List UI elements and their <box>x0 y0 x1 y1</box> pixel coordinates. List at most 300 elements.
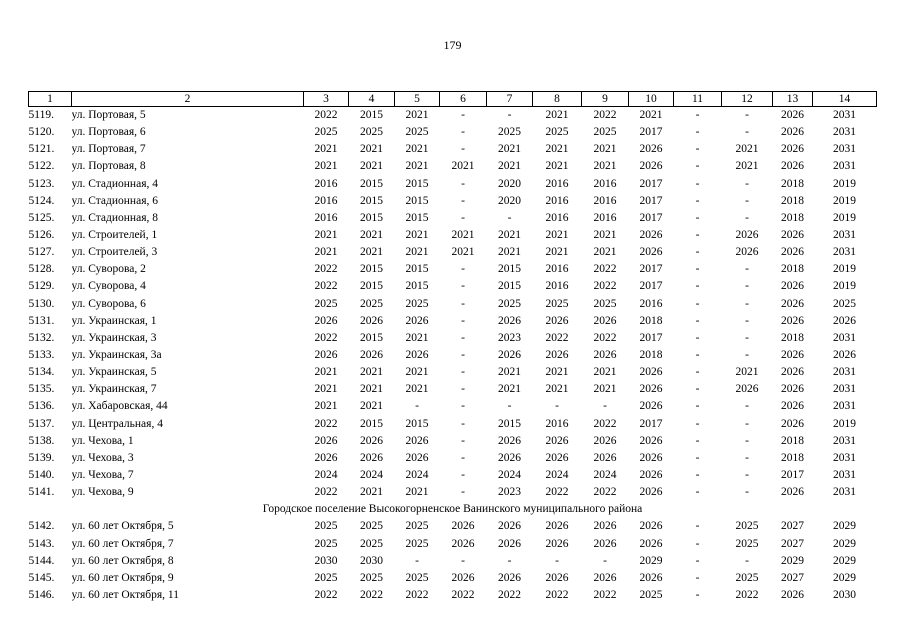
year-cell: 2018 <box>781 263 804 276</box>
year-cell: - <box>745 554 749 567</box>
year-cell: 2026 <box>451 520 475 533</box>
street-address: ул. Суворова, 6 <box>71 297 146 310</box>
table-row <box>29 313 877 330</box>
year-cell: 2022 <box>593 109 617 122</box>
year-cell: - <box>745 314 749 327</box>
year-cell: 2031 <box>833 229 856 242</box>
year-cell: 2015 <box>405 280 429 293</box>
page-number: 179 <box>443 38 462 52</box>
year-cell: 2021 <box>360 143 383 156</box>
year-cell: 2026 <box>833 314 856 327</box>
street-address: ул. Украинская, 3 <box>71 331 157 344</box>
year-cell: 2021 <box>593 366 617 379</box>
year-cell: 2026 <box>545 349 569 362</box>
year-cell: 2018 <box>781 194 804 207</box>
column-header: 3 <box>304 92 349 107</box>
year-cell: 2019 <box>833 177 856 190</box>
table-body <box>29 92 877 605</box>
year-cell: 2015 <box>405 417 429 430</box>
year-cell: 2025 <box>405 520 429 533</box>
year-cell: 2018 <box>639 314 663 327</box>
year-cell: - <box>695 537 700 550</box>
year-cell: 2031 <box>833 331 856 344</box>
year-cell: - <box>507 400 512 413</box>
year-cell: 2022 <box>545 486 569 499</box>
table-row <box>29 518 877 535</box>
year-cell: 2027 <box>781 571 804 584</box>
section-title: Городское поселение Высокогорненское Ванинского муниципального района <box>262 503 643 516</box>
year-cell: 2016 <box>545 211 569 224</box>
year-cell: 2021 <box>451 246 475 259</box>
year-cell: 2026 <box>639 366 663 379</box>
street-address: ул. Строителей, 3 <box>71 246 158 259</box>
year-cell: 2026 <box>498 434 521 447</box>
year-cell: - <box>745 177 749 190</box>
year-cell: 2029 <box>833 571 856 584</box>
column-header: 11 <box>674 92 722 107</box>
street-address: ул. Чехова, 1 <box>71 434 134 447</box>
year-cell: - <box>745 211 749 224</box>
year-cell: 2017 <box>639 177 663 190</box>
year-cell: - <box>695 177 700 190</box>
table-row <box>29 398 877 415</box>
year-cell: 2026 <box>735 383 759 396</box>
street-address: ул. Чехова, 7 <box>71 469 134 482</box>
row-number: 5130. <box>28 297 55 310</box>
year-cell: 2026 <box>639 246 663 259</box>
table-row <box>29 416 877 433</box>
table-row <box>29 141 877 158</box>
year-cell: 2021 <box>360 383 383 396</box>
year-cell: 2026 <box>593 451 617 464</box>
year-cell: - <box>461 297 465 310</box>
year-cell: 2029 <box>833 520 856 533</box>
year-cell: 2025 <box>833 297 856 310</box>
year-cell: 2026 <box>498 571 521 584</box>
year-cell: 2021 <box>314 400 338 413</box>
year-cell: 2024 <box>498 469 521 482</box>
street-address: ул. Портовая, 5 <box>71 109 146 122</box>
street-address: ул. Чехова, 3 <box>71 451 134 464</box>
year-cell: 2022 <box>593 417 617 430</box>
table-row <box>29 553 877 570</box>
row-number: 5127. <box>28 246 55 259</box>
year-cell: 2026 <box>451 537 475 550</box>
year-cell: 2026 <box>781 366 804 379</box>
year-cell: - <box>695 417 700 430</box>
row-number: 5125. <box>28 211 55 224</box>
year-cell: 2026 <box>781 383 804 396</box>
year-cell: 2021 <box>405 229 429 242</box>
section-row <box>29 501 877 518</box>
year-cell: 2026 <box>781 314 804 327</box>
year-cell: 2015 <box>405 211 429 224</box>
year-cell: 2021 <box>545 229 569 242</box>
year-cell: - <box>695 314 700 327</box>
row-number: 5124. <box>28 194 55 207</box>
year-cell: - <box>695 400 700 413</box>
year-cell: 2026 <box>781 280 804 293</box>
year-cell: - <box>695 126 700 139</box>
street-address: ул. 60 лет Октября, 9 <box>71 571 174 584</box>
year-cell: 2021 <box>545 366 569 379</box>
year-cell: 2021 <box>360 246 383 259</box>
year-cell: - <box>745 417 749 430</box>
row-number: 5140. <box>28 469 55 482</box>
year-cell: 2026 <box>545 451 569 464</box>
year-cell: - <box>695 366 700 379</box>
year-cell: 2031 <box>833 469 856 482</box>
year-cell: - <box>745 331 749 344</box>
year-cell: 2022 <box>593 280 617 293</box>
year-cell: 2026 <box>639 400 663 413</box>
year-cell: - <box>461 400 465 413</box>
column-header: 5 <box>395 92 440 107</box>
year-cell: - <box>695 469 700 482</box>
year-cell: - <box>507 554 512 567</box>
year-cell: 2016 <box>593 177 617 190</box>
year-cell: 2025 <box>314 126 338 139</box>
year-cell: 2017 <box>639 331 663 344</box>
year-cell: 2030 <box>833 589 856 601</box>
year-cell: - <box>745 400 749 413</box>
table-row <box>29 467 877 484</box>
year-cell: - <box>695 589 700 601</box>
year-cell: - <box>461 280 465 293</box>
year-cell: 2022 <box>405 589 429 601</box>
year-cell: 2021 <box>314 246 338 259</box>
year-cell: 2020 <box>498 194 521 207</box>
year-cell: - <box>745 280 749 293</box>
table-row <box>29 210 877 227</box>
year-cell: 2017 <box>639 263 663 276</box>
year-cell: 2026 <box>781 109 804 122</box>
year-cell: 2026 <box>545 571 569 584</box>
year-cell: 2026 <box>781 229 804 242</box>
year-cell: 2015 <box>360 177 383 190</box>
year-cell: - <box>461 469 465 482</box>
table-row <box>29 433 877 450</box>
year-cell: - <box>461 486 465 499</box>
year-cell: 2021 <box>314 160 338 173</box>
year-cell: - <box>695 246 700 259</box>
year-cell: 2016 <box>314 211 338 224</box>
year-cell: 2021 <box>405 246 429 259</box>
street-address: ул. Стадионная, 8 <box>71 211 158 224</box>
year-cell: 2022 <box>498 589 521 601</box>
year-cell: - <box>461 366 465 379</box>
street-address: ул. Хабаровская, 44 <box>71 400 168 413</box>
row-number: 5139. <box>28 451 55 464</box>
table-row <box>29 244 877 261</box>
year-cell: 2017 <box>639 417 663 430</box>
year-cell: 2026 <box>498 537 521 550</box>
year-cell: 2015 <box>405 263 429 276</box>
year-cell: 2021 <box>735 160 759 173</box>
year-cell: 2021 <box>498 366 521 379</box>
year-cell: - <box>695 520 700 533</box>
street-address: ул. Украинская, 5 <box>71 366 157 379</box>
year-cell: 2026 <box>545 314 569 327</box>
year-cell: 2018 <box>781 177 804 190</box>
row-number: 5144. <box>28 554 55 567</box>
year-cell: 2026 <box>360 451 383 464</box>
row-number: 5131. <box>28 314 55 327</box>
year-cell: 2026 <box>405 451 429 464</box>
year-cell: - <box>695 434 700 447</box>
year-cell: 2017 <box>639 194 663 207</box>
row-number: 5126. <box>28 229 55 242</box>
street-address: ул. Суворова, 2 <box>71 263 146 276</box>
year-cell: 2015 <box>360 109 383 122</box>
year-cell: 2029 <box>833 554 856 567</box>
year-cell: 2022 <box>545 331 569 344</box>
year-cell: - <box>695 263 700 276</box>
year-cell: 2026 <box>781 589 804 601</box>
year-cell: - <box>461 417 465 430</box>
year-cell: 2016 <box>593 194 617 207</box>
year-cell: - <box>695 331 700 344</box>
year-cell: 2022 <box>735 589 759 601</box>
year-cell: 2026 <box>405 349 429 362</box>
year-cell: 2026 <box>451 571 475 584</box>
street-address: ул. Суворова, 4 <box>71 280 146 293</box>
year-cell: 2024 <box>593 469 617 482</box>
year-cell: - <box>695 486 700 499</box>
year-cell: 2025 <box>498 297 521 310</box>
year-cell: - <box>745 451 749 464</box>
year-cell: 2016 <box>545 263 569 276</box>
year-cell: - <box>745 349 749 362</box>
row-number: 5134. <box>28 366 55 379</box>
table-row <box>29 296 877 313</box>
year-cell: 2021 <box>405 331 429 344</box>
year-cell: 2021 <box>545 143 569 156</box>
year-cell: 2016 <box>545 280 569 293</box>
year-cell: - <box>745 297 749 310</box>
year-cell: 2026 <box>833 349 856 362</box>
year-cell: 2019 <box>833 280 856 293</box>
street-address: ул. Строителей, 1 <box>71 229 158 242</box>
year-cell: - <box>745 469 749 482</box>
year-cell: - <box>695 554 700 567</box>
year-cell: 2025 <box>593 126 617 139</box>
year-cell: 2031 <box>833 434 856 447</box>
year-cell: 2022 <box>593 263 617 276</box>
table-row <box>29 124 877 141</box>
table-row <box>29 278 877 295</box>
year-cell: 2015 <box>360 417 383 430</box>
year-cell: 2016 <box>545 177 569 190</box>
year-cell: 2025 <box>360 537 383 550</box>
column-header: 1 <box>29 92 72 107</box>
year-cell: 2021 <box>405 486 429 499</box>
year-cell: 2026 <box>781 246 804 259</box>
year-cell: 2021 <box>498 143 521 156</box>
row-number: 5135. <box>28 383 55 396</box>
table-row <box>29 176 877 193</box>
year-cell: 2015 <box>405 177 429 190</box>
year-cell: 2021 <box>735 366 759 379</box>
year-cell: 2025 <box>405 537 429 550</box>
year-cell: 2015 <box>360 263 383 276</box>
year-cell: 2026 <box>360 349 383 362</box>
row-number: 5137. <box>28 417 55 430</box>
year-cell: - <box>507 109 512 122</box>
year-cell: 2015 <box>498 417 521 430</box>
year-cell: 2025 <box>314 537 338 550</box>
row-number: 5121. <box>28 143 55 156</box>
year-cell: - <box>507 211 512 224</box>
year-cell: - <box>745 126 749 139</box>
year-cell: - <box>461 211 465 224</box>
year-cell: - <box>603 554 607 567</box>
table-row <box>29 347 877 364</box>
year-cell: 2026 <box>781 160 804 173</box>
street-address: ул. Чехова, 9 <box>71 486 134 499</box>
year-cell: 2024 <box>545 469 569 482</box>
year-cell: - <box>461 331 465 344</box>
year-cell: 2031 <box>833 383 856 396</box>
street-address: ул. Стадионная, 4 <box>71 177 158 190</box>
row-number: 5122. <box>28 160 55 173</box>
street-address: ул. Портовая, 6 <box>71 126 146 139</box>
row-number: 5128. <box>28 263 55 276</box>
year-cell: 2022 <box>545 589 569 601</box>
year-cell: 2021 <box>593 383 617 396</box>
year-cell: 2021 <box>314 383 338 396</box>
year-cell: - <box>695 211 700 224</box>
year-cell: 2015 <box>360 280 383 293</box>
table-row <box>29 364 877 381</box>
year-cell: 2021 <box>451 229 475 242</box>
year-cell: 2025 <box>314 297 338 310</box>
column-header: 10 <box>629 92 674 107</box>
year-cell: 2026 <box>314 434 338 447</box>
year-cell: 2025 <box>545 297 569 310</box>
street-address: ул. Украинская, 3а <box>71 349 162 362</box>
year-cell: - <box>695 297 700 310</box>
year-cell: 2025 <box>405 126 429 139</box>
row-number: 5123. <box>28 177 55 190</box>
year-cell: 2018 <box>781 434 804 447</box>
year-cell: 2026 <box>593 537 617 550</box>
year-cell: 2029 <box>833 537 856 550</box>
year-cell: 2026 <box>498 451 521 464</box>
year-cell: - <box>695 349 700 362</box>
year-cell: 2026 <box>639 229 663 242</box>
year-cell: 2021 <box>314 229 338 242</box>
year-cell: 2026 <box>593 314 617 327</box>
year-cell: 2026 <box>545 434 569 447</box>
year-cell: 2015 <box>360 194 383 207</box>
year-cell: - <box>461 554 465 567</box>
year-cell: 2025 <box>593 297 617 310</box>
year-cell: 2026 <box>314 349 338 362</box>
year-cell: 2021 <box>405 383 429 396</box>
year-cell: 2017 <box>781 469 804 482</box>
year-cell: 2019 <box>833 263 856 276</box>
year-cell: - <box>745 263 749 276</box>
year-cell: 2016 <box>545 417 569 430</box>
year-cell: 2025 <box>314 520 338 533</box>
year-cell: 2026 <box>314 451 338 464</box>
year-cell: 2026 <box>639 451 663 464</box>
year-cell: 2031 <box>833 366 856 379</box>
year-cell: 2026 <box>781 297 804 310</box>
year-cell: 2024 <box>405 469 429 482</box>
row-number: 5119. <box>28 109 54 122</box>
row-number: 5146. <box>28 589 55 601</box>
year-cell: 2031 <box>833 246 856 259</box>
year-cell: 2021 <box>314 143 338 156</box>
table-row <box>29 450 877 467</box>
year-cell: 2031 <box>833 400 856 413</box>
year-cell: 2026 <box>639 160 663 173</box>
year-cell: 2023 <box>498 486 521 499</box>
year-cell: 2016 <box>639 297 663 310</box>
street-address: ул. Украинская, 1 <box>71 314 157 327</box>
year-cell: 2022 <box>314 280 338 293</box>
year-cell: - <box>695 383 700 396</box>
year-cell: - <box>695 280 700 293</box>
street-address: ул. 60 лет Октября, 5 <box>71 520 174 533</box>
row-number: 5145. <box>28 571 55 584</box>
year-cell: 2026 <box>498 520 521 533</box>
year-cell: 2026 <box>593 349 617 362</box>
table-row <box>29 107 877 125</box>
year-cell: - <box>555 554 559 567</box>
year-cell: 2027 <box>781 537 804 550</box>
year-cell: - <box>695 109 700 122</box>
year-cell: 2026 <box>639 537 663 550</box>
column-header: 9 <box>582 92 629 107</box>
year-cell: 2026 <box>498 349 521 362</box>
year-cell: 2026 <box>545 520 569 533</box>
year-cell: - <box>461 177 465 190</box>
year-cell: - <box>695 451 700 464</box>
year-cell: - <box>745 109 749 122</box>
year-cell: 2021 <box>498 246 521 259</box>
year-cell: - <box>695 143 700 156</box>
year-cell: 2026 <box>781 486 804 499</box>
table-row <box>29 484 877 501</box>
year-cell: 2026 <box>735 229 759 242</box>
year-cell: 2018 <box>781 211 804 224</box>
street-address: ул. Центральная, 4 <box>71 417 163 430</box>
year-cell: 2015 <box>498 263 521 276</box>
year-cell: 2016 <box>593 211 617 224</box>
year-cell: 2016 <box>314 194 338 207</box>
year-cell: 2021 <box>593 246 617 259</box>
year-cell: 2022 <box>451 589 475 601</box>
year-cell: 2031 <box>833 451 856 464</box>
year-cell: 2015 <box>498 280 521 293</box>
year-cell: 2018 <box>781 331 804 344</box>
year-cell: 2021 <box>545 383 569 396</box>
year-cell: 2021 <box>639 109 663 122</box>
year-cell: 2026 <box>314 314 338 327</box>
row-number: 5120. <box>28 126 55 139</box>
year-cell: 2021 <box>405 366 429 379</box>
column-header: 2 <box>72 92 304 107</box>
year-cell: 2016 <box>314 177 338 190</box>
row-number: 5132. <box>28 331 55 344</box>
year-cell: 2022 <box>314 589 338 601</box>
year-cell: 2018 <box>639 349 663 362</box>
table-row <box>29 570 877 587</box>
year-cell: 2021 <box>735 143 759 156</box>
